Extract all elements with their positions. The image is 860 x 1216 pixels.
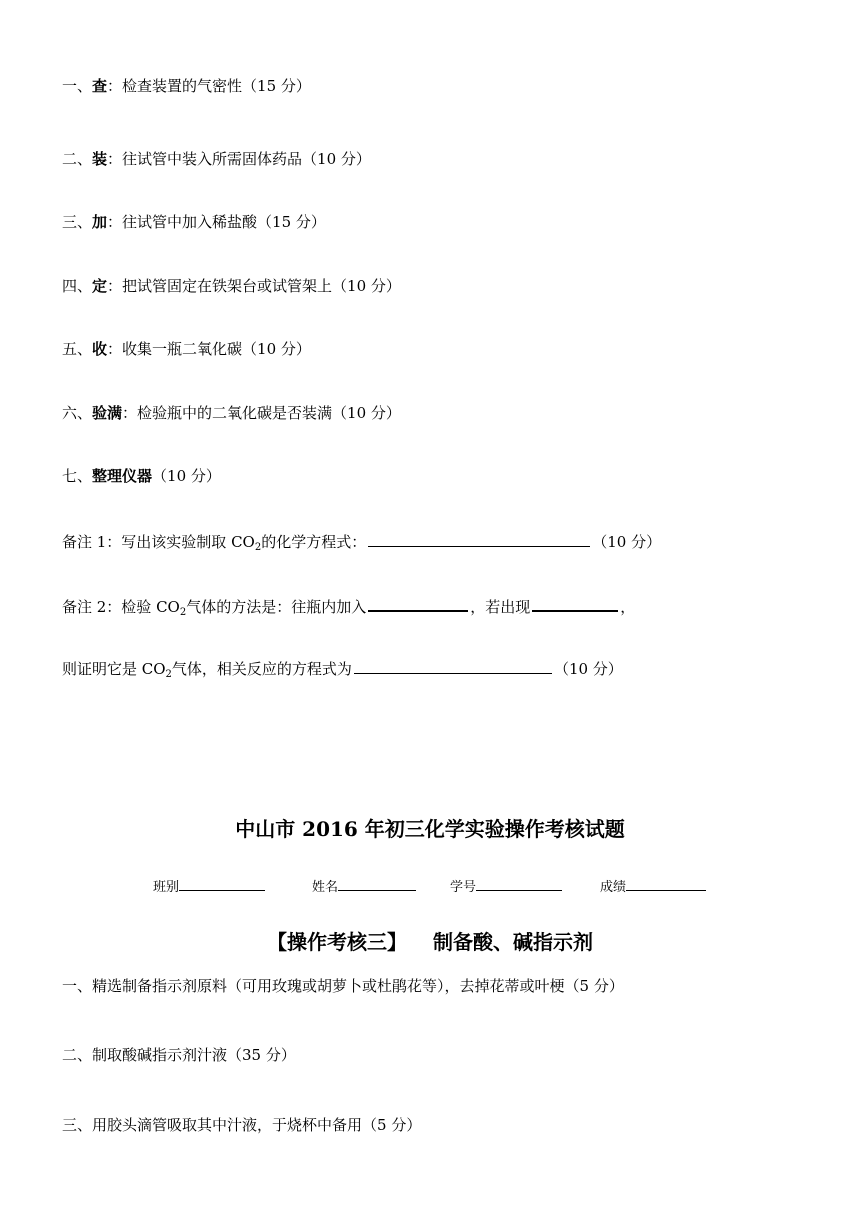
subscript-2: 2 (165, 669, 172, 680)
equation-answer-blank[interactable] (368, 530, 590, 547)
step-number: 二、 (62, 150, 93, 168)
exam-title: 中山市 2016 年初三化学实验操作考核试题 (235, 817, 625, 841)
step-keyword: 收 (92, 340, 108, 358)
note-1-score: （10 分） (592, 533, 662, 551)
reagent-answer-blank[interactable] (368, 594, 468, 612)
name-field[interactable] (312, 876, 416, 898)
note-2-mid2: ，若出现 (470, 598, 531, 616)
note-2b-prefix: 则证明它是 CO (62, 660, 166, 678)
step-number: 七、 (62, 467, 93, 485)
step-keyword: 装 (92, 150, 108, 168)
class-field[interactable] (153, 876, 265, 898)
step-text: ：检查装置的气密性（15 分） (107, 77, 311, 95)
note-1 (62, 530, 661, 552)
name-blank[interactable] (338, 876, 416, 891)
step-text: ：把试管固定在铁架台或试管架上（10 分） (107, 277, 401, 295)
step-number: 四、 (62, 277, 93, 295)
subscript-2: 2 (179, 607, 187, 618)
note-2-prefix: 备注 2：检验 CO (62, 598, 180, 616)
id-label: 学号 (450, 880, 477, 895)
step-line (62, 76, 311, 96)
step-number: 五、 (62, 340, 93, 358)
step-text: ：检验瓶中的二氧化碳是否装满（10 分） (122, 404, 401, 422)
step-number: 一、 (62, 77, 93, 95)
step-line (62, 466, 221, 486)
step-line (62, 276, 401, 296)
note-2 (62, 594, 635, 617)
section-bracket-title: 【操作考核三】 (267, 930, 407, 954)
phenomenon-answer-blank[interactable] (532, 594, 618, 612)
score-blank[interactable] (626, 876, 706, 891)
step-keyword: 整理仪器 (92, 467, 153, 485)
name-label: 姓名 (312, 880, 339, 895)
step-keyword: 定 (92, 277, 108, 295)
subscript-2: 2 (254, 542, 262, 553)
score-field[interactable] (600, 876, 706, 898)
step-text: ：往试管中装入所需固体药品（10 分） (107, 150, 371, 168)
step-keyword: 验满 (92, 404, 123, 422)
step-number: 六、 (62, 404, 93, 422)
step-keyword: 查 (92, 77, 108, 95)
step-line: 一、精选制备指示剂原料（可用玫瑰或胡萝卜或杜鹃花等），去掉花蒂或叶梗（5 分） (62, 977, 624, 995)
score-label: 成绩 (600, 880, 627, 895)
section-title (0, 929, 860, 955)
note-2b-mid: 气体，相关反应的方程式为 (171, 660, 352, 678)
step-line (62, 339, 311, 359)
note-2-mid1: 气体的方法是：往瓶内加入 (186, 598, 367, 616)
note-1-mid: 的化学方程式： (261, 533, 367, 551)
step-text: ：往试管中加入稀盐酸（15 分） (107, 213, 326, 231)
step-line: 三、用胶头滴管吸取其中汁液，于烧杯中备用（5 分） (62, 1116, 422, 1134)
step-text: ：收集一瓶二氧化碳（10 分） (107, 340, 311, 358)
step-line (62, 149, 371, 169)
reaction-equation-blank[interactable] (354, 657, 552, 674)
note-2b-score: （10 分） (553, 660, 623, 678)
step-line: 二、制取酸碱指示剂汁液（35 分） (62, 1046, 296, 1064)
class-blank[interactable] (179, 876, 265, 891)
step-line (62, 403, 401, 423)
step-number: 三、 (62, 213, 93, 231)
step-line (62, 212, 326, 232)
section-topic: 制备酸、碱指示剂 (433, 930, 593, 954)
note-2-continued (62, 657, 623, 679)
note-1-prefix: 备注 1：写出该实验制取 CO (62, 533, 255, 551)
id-blank[interactable] (476, 876, 562, 891)
step-text: （10 分） (152, 467, 221, 485)
class-label: 班别 (153, 880, 180, 895)
note-2-end: ， (620, 598, 636, 616)
student-id-field[interactable] (450, 876, 562, 898)
step-keyword: 加 (92, 213, 108, 231)
